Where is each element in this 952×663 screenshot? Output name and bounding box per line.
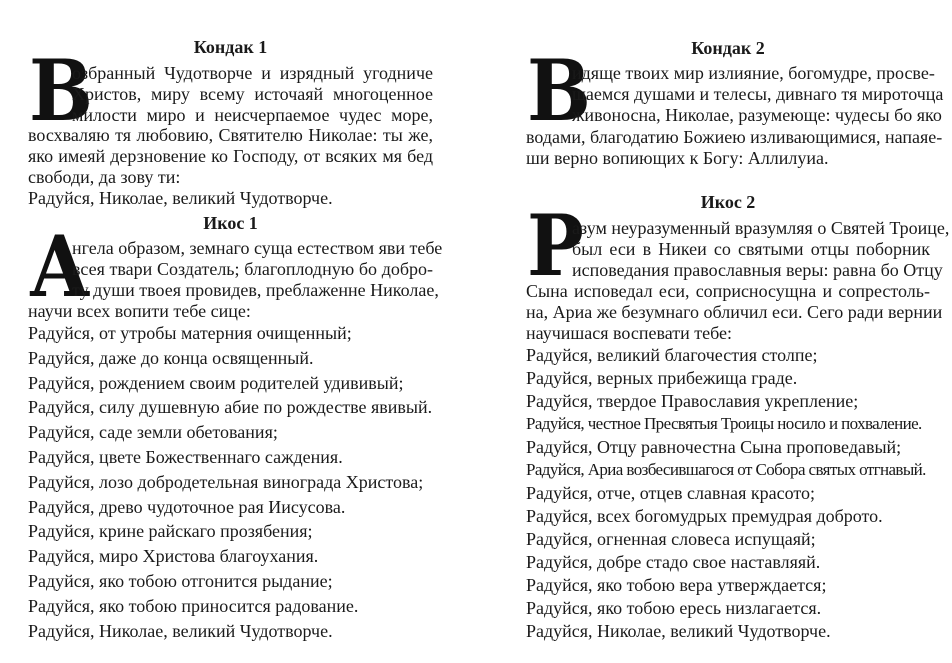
refrain-line: Радуйся, Ариа возбесившагося от Собора святых отгнавый.	[526, 460, 926, 479]
refrain-line: Радуйся, рождением своим родителей удививый;	[28, 372, 404, 393]
right-page	[476, 0, 952, 663]
text-line: ту души твоея провидев, преблаженне Николае,	[72, 280, 439, 300]
text-line: азум неуразуменный вразумляя о Святей Троице,	[572, 218, 950, 238]
drop-cap-initial: Р	[527, 196, 584, 295]
text-line: всея твари Создатель; благоплодную бо добро-	[72, 259, 433, 279]
section-heading: Кондак 2	[691, 38, 765, 58]
refrain-line: Радуйся, добре стадо свое наставляяй.	[526, 552, 821, 572]
text-line: щаемся душами и телесы, дивнаго тя мироточца	[572, 84, 944, 105]
text-line: свободи, да зову ти:	[28, 167, 181, 187]
drop-cap-initial: А	[29, 217, 91, 316]
refrain-line: Радуйся, честное Пресвятыя Троицы носило и похваление.	[526, 414, 922, 433]
refrain-line: Радуйся, твердое Православия укрепление;	[526, 391, 859, 411]
refrain-line: Радуйся, даже до конца освященный.	[28, 347, 314, 368]
refrain-line: Радуйся, отче, отцев славная красото;	[526, 483, 815, 503]
text-line: нгела образом, земнаго суща естеством яви тебе	[72, 238, 443, 258]
section-heading: Икос 1	[203, 213, 258, 233]
refrain-line: Радуйся, саде земли обетования;	[28, 422, 278, 443]
section-heading: Кондак 1	[193, 37, 268, 57]
text-line: был еси в Никеи со святыми отцы поборник	[572, 239, 930, 259]
refrain-line: Радуйся, миро Христова благоухания.	[28, 546, 319, 567]
text-line: исповедания православныя веры: равна бо Отцу	[572, 260, 943, 280]
drop-cap-initial: В	[29, 41, 93, 140]
text-line: Христов, миру всему источаяй многоценное	[72, 83, 433, 104]
text-line: милости миро и неисчерпаемое чудес море,	[72, 104, 433, 125]
refrain-line: Радуйся, яко тобою ересь низлагается.	[526, 598, 822, 618]
refrain-line: Радуйся, огненная словеса испущаяй;	[526, 529, 816, 549]
text-line: ши верно вопиющих к Богу: Аллилуиа.	[526, 147, 829, 168]
text-line: Сына исповедал еси, соприсносущна и сопрестоль-	[526, 281, 930, 301]
text-line: идяще твоих мир излияние, богомудре, просве-	[572, 63, 935, 83]
refrain-line: Радуйся, верных прибежища граде.	[526, 368, 798, 388]
refrain-line: Радуйся, яко тобою вера утверждается;	[526, 575, 827, 595]
refrain-line: Радуйся, силу душевную абие по рождестве явивый.	[28, 397, 433, 418]
refrain-line: Радуйся, крине райскаго прозябения;	[28, 521, 313, 542]
text-line: озбранный Чудотворче и изрядный угодниче	[72, 63, 433, 83]
text-line: научишася воспевати тебе:	[526, 323, 732, 343]
refrain-line: Радуйся, от утробы матерния очищенный;	[28, 323, 352, 343]
refrain-line: Радуйся, яко тобою отгонится рыдание;	[28, 571, 333, 591]
refrain-line: Радуйся, лозо добродетельная винограда Христова;	[28, 471, 424, 492]
refrain-line: Радуйся, всех богомудрых премудрая доброто.	[526, 506, 883, 526]
refrain-line: Радуйся, Николае, великий Чудотворче.	[526, 621, 831, 641]
text-line: восхваляю тя любовию, Святителю Николае: ты же,	[28, 125, 433, 146]
section-heading: Икос 2	[700, 192, 756, 212]
text-line: на, Ариа же безумнаго обличил еси. Сего ради вернии	[526, 302, 943, 322]
text-line: водами, благодатию Божиею изливающимися, напаяе-	[526, 126, 943, 147]
refrain-line: Радуйся, великий благочестия столпе;	[526, 345, 818, 365]
drop-cap-initial: В	[527, 41, 591, 140]
refrain-line: Радуйся, цвете Божественнаго саждения.	[28, 447, 343, 467]
refrain-line: Радуйся, Николае, великий Чудотворче.	[28, 620, 333, 641]
text-line: яко имеяй дерзновение ко Господу, от всяких мя бед	[28, 146, 433, 167]
refrain-line: Радуйся, яко тобою приносится радование.	[28, 595, 359, 616]
text-line: научи всех вопити тебе сице:	[28, 301, 251, 321]
refrain-line: Радуйся, Отцу равночестна Сына проповедавый;	[526, 437, 902, 457]
text-line: Радуйся, Николае, великий Чудотворче.	[28, 187, 333, 208]
refrain-line: Радуйся, древо чудоточное рая Иисусова.	[28, 496, 346, 517]
text-line: живоносна, Николае, разумеюще: чудесы бо яко	[572, 105, 942, 126]
